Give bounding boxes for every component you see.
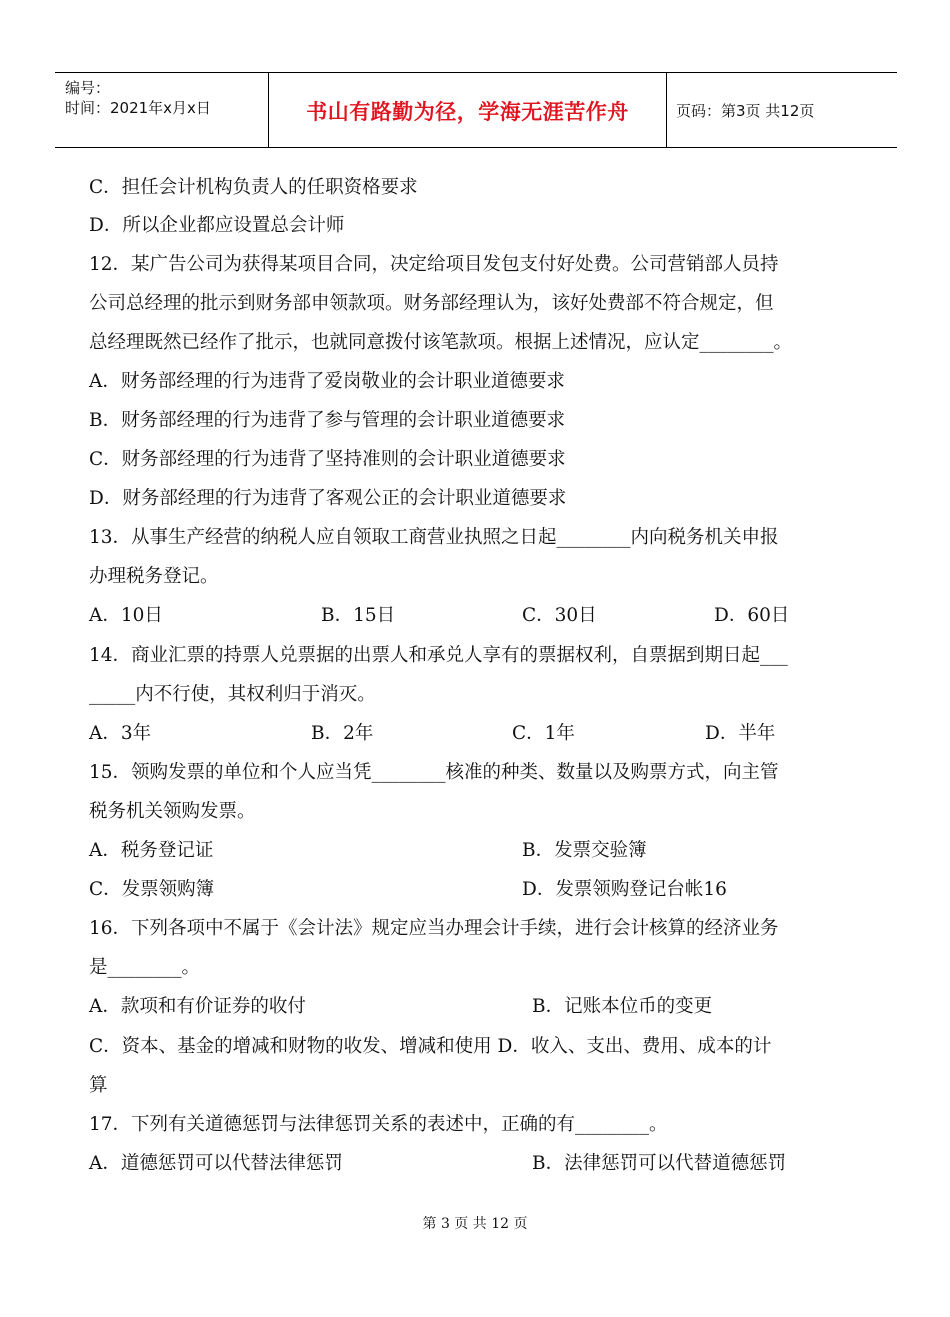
q16-option-a: A．款项和有价证券的收付 — [89, 996, 306, 1017]
q12-text-line: 12．某广告公司为获得某项目合同，决定给项目发包支付好处费。公司营销部人员持 — [89, 254, 779, 275]
q14-option-d: D．半年 — [705, 723, 776, 744]
q17-option-b: B．法律惩罚可以代替道德惩罚 — [532, 1153, 787, 1174]
q12-option-b: B．财务部经理的行为违背了参与管理的会计职业道德要求 — [89, 410, 566, 431]
q13-option-b: B．15日 — [321, 605, 396, 626]
q16-option-b: B．记账本位币的变更 — [532, 996, 713, 1017]
page-footer: 第 3 页 共 12 页 — [422, 1216, 528, 1232]
q11-option-d: D．所以企业都应设置总会计师 — [89, 215, 345, 236]
header-meta-cell — [55, 73, 268, 147]
q12-option-c: C．财务部经理的行为违背了坚持准则的会计职业道德要求 — [89, 449, 566, 470]
q14-text-line: 14．商业汇票的持票人兑票据的出票人和承兑人享有的票据权利，自票据到期日起___ — [89, 645, 788, 666]
q15-text-line: 税务机关领购发票。 — [89, 801, 256, 822]
q13-text-line: 办理税务登记。 — [89, 566, 219, 587]
q13-text-line: 13．从事生产经营的纳税人应自领取工商营业执照之日起________内向税务机关申报 — [89, 527, 779, 548]
page-number-label: 页码：第3页 共12页 — [676, 102, 815, 120]
q12-text-line: 总经理既然已经作了批示，也就同意拨付该笔款项。根据上述情况，应认定________。 — [89, 332, 793, 353]
q14-option-b: B．2年 — [311, 723, 374, 744]
q12-option-a: A．财务部经理的行为违背了爱岗敬业的会计职业道德要求 — [89, 371, 565, 392]
header-motto-cell — [268, 73, 667, 147]
q15-option-b: B．发票交验簿 — [522, 840, 647, 861]
q14-option-c: C．1年 — [512, 723, 575, 744]
header-page-cell — [666, 73, 897, 147]
serial-label: 编号： — [65, 79, 111, 97]
q16-options-cd-line: C．资本、基金的增减和财物的收发、增减和使用 D．收入、支出、费用、成本的计 — [89, 1036, 772, 1057]
q15-option-a: A．税务登记证 — [89, 840, 214, 861]
q14-text-line: _____内不行使，其权利归于消灭。 — [89, 684, 376, 705]
time-label: 时间：2021年x月x日 — [65, 99, 211, 117]
q17-option-a: A．道德惩罚可以代替法律惩罚 — [89, 1153, 343, 1174]
q13-option-d: D．60日 — [714, 605, 790, 626]
page-header — [55, 72, 897, 148]
q15-text-line: 15．领购发票的单位和个人应当凭________核准的种类、数量以及购票方式，向主管 — [89, 762, 779, 783]
q12-option-d: D．财务部经理的行为违背了客观公正的会计职业道德要求 — [89, 488, 567, 509]
q11-option-c: C．担任会计机构负责人的任职资格要求 — [89, 177, 418, 198]
q15-option-c: C．发票领购簿 — [89, 879, 215, 900]
q13-option-c: C．30日 — [522, 605, 597, 626]
q12-text-line: 公司总经理的批示到财务部申领款项。财务部经理认为，该好处费部不符合规定，但 — [89, 293, 774, 314]
q16-text-line: 是________。 — [89, 957, 201, 978]
q16-options-cd-line: 算 — [89, 1075, 108, 1096]
q16-text-line: 16．下列各项中不属于《会计法》规定应当办理会计手续，进行会计核算的经济业务 — [89, 918, 779, 939]
motto-text: 书山有路勤为径，学海无涯苦作舟 — [306, 100, 629, 124]
q17-text-line: 17．下列有关道德惩罚与法律惩罚关系的表述中，正确的有________。 — [89, 1114, 668, 1135]
q13-option-a: A．10日 — [89, 605, 163, 626]
q15-option-d: D．发票领购登记台帐16 — [522, 879, 727, 900]
q14-option-a: A．3年 — [89, 723, 152, 744]
